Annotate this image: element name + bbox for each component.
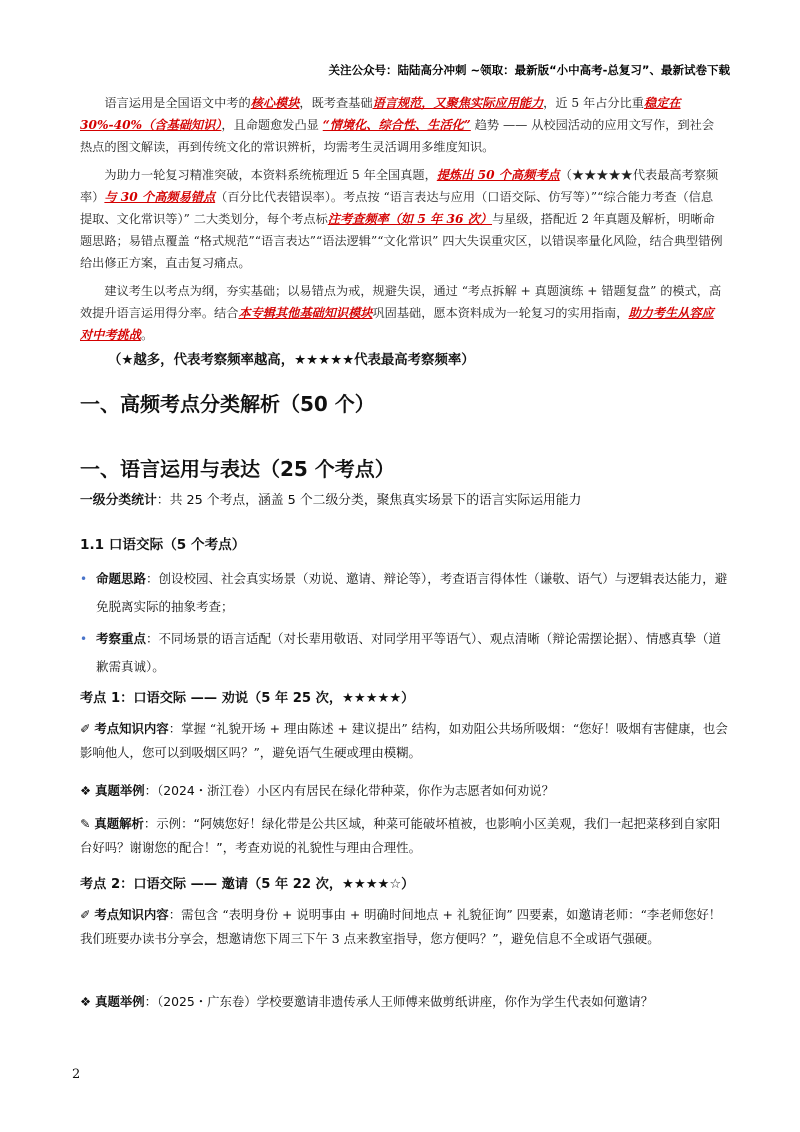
text: 趋势 —— 从校园活动的应用文写作，到社会热点的图文解读，再到传统文化的常识辨析，均需考生灵活调用多维度知识。 (80, 118, 715, 154)
text: （百分比代表错误率）。考点按 “语言表达与应用（口语交际、仿写等）”“综合能力考查（信息提取、文化常识等）” 二大类划分，每个考点标 (80, 190, 714, 226)
diamond-icon: ❖ (80, 783, 92, 798)
kp1-title: 考点 1：口语交际 —— 劝说（5 年 25 次，★★★★★） (80, 691, 415, 706)
sub-section-title: 一、语言运用与表达（25 个考点） (80, 457, 395, 481)
highlight: 稳定在 30%-40%（含基础知识） (80, 96, 681, 132)
list-item (80, 565, 730, 621)
bullet-list (80, 565, 730, 685)
intro-paragraph-2 (80, 164, 724, 274)
edit-icon: ✎ (80, 816, 91, 831)
text: （★★★★★代表最高考察频率） (80, 168, 719, 204)
text: 与星级，搭配近 2 年真题及解析，明晰命题思路；易错点覆盖 “格式规范”“语言表达”“语法逻辑”“文化常识” 四大失误重灾区，以错误率量化风险，结合典型错例给出修正方案，直击复习痛点。 (80, 212, 723, 270)
highlight: 语言规范，又聚焦实际应用能力 (372, 96, 544, 110)
kp2-example (80, 990, 730, 1014)
text: ，且命题愈发凸显 (221, 118, 323, 132)
section-title: 一、高频考点分类解析（50 个） (80, 392, 375, 416)
highlight: 核心模块 (250, 96, 300, 110)
pencil-icon: ✐ (80, 907, 91, 922)
item-text: ：不同场景的语言适配（对长辈用敬语、对同学用平等语气）、观点清晰（辩论需摆论据）、情感真挚（道歉需真诚）。 (96, 631, 722, 674)
bullet-icon: • (80, 632, 88, 646)
item-label: 考点知识内容 (94, 907, 169, 922)
item-label: 真题解析 (94, 816, 144, 831)
text: ，近 5 年占分比重 (543, 96, 644, 110)
intro-paragraph-1 (80, 92, 724, 158)
text: 语言运用是全国语文中考的 (104, 96, 251, 110)
diamond-icon: ❖ (80, 994, 92, 1009)
highlight: “情境化、综合性、生活化” (322, 118, 471, 132)
item-label: 真题举例 (95, 994, 145, 1009)
kp1-example (80, 779, 730, 803)
item-text: ：需包含 “表明身份 + 说明事由 + 明确时间地点 + 礼貌征询” 四要素，如邀请老师：“李老师您好！我们班要办读书分享会，想邀请您下周三下午 3 点来教室指导，您方便吗？”，避免信息不全或语气强硬。 (80, 907, 722, 946)
highlight: 提炼出 50 个高频考点 (436, 168, 560, 182)
item-text: ：创设校园、社会真实场景（劝说、邀请、辩论等），考查语言得体性（谦敬、语气）与逻辑表达能力，避免脱离实际的抽象考查； (96, 571, 728, 614)
kp2-knowledge (80, 903, 730, 951)
item-text: ：掌握 “礼貌开场 + 理由陈述 + 建议提出” 结构，如劝阻公共场所吸烟：“您好！吸烟有害健康，也会影响他人，您可以到吸烟区吗？”，避免语气生硬或理由模糊。 (80, 721, 728, 760)
star-note: （★越多，代表考察频率越高，★★★★★代表最高考察频率） (108, 353, 475, 368)
highlight: 注考查频率（如 5 年 36 次） (327, 212, 493, 226)
item-label: 真题举例 (95, 783, 145, 798)
page-header: 关注公众号：陆陆高分冲刺 ~领取：最新版“小中高考-总复习”、最新试卷下载 (328, 63, 730, 77)
text: ，既考查基础 (299, 96, 373, 110)
item-label: 考点知识内容 (94, 721, 169, 736)
intro-section (80, 92, 724, 352)
highlight: 本专辑其他基础知识模块 (238, 306, 373, 320)
subsection-heading: 1.1 口语交际（5 个考点） (80, 537, 246, 553)
highlight: 与 30 个高频易错点 (104, 190, 216, 204)
highlight: 助力考生从容应对中考挑战 (80, 306, 714, 342)
list-item (80, 625, 730, 681)
intro-paragraph-3 (80, 280, 724, 346)
stat-label: 一级分类统计 (80, 493, 157, 508)
bullet-icon: • (80, 572, 88, 586)
item-text: ：（2024・浙江卷）小区内有居民在绿化带种菜，你作为志愿者如何劝说？ (144, 783, 555, 798)
item-label: 考察重点 (96, 631, 147, 646)
kp1-knowledge (80, 717, 730, 765)
classification-stat (80, 489, 581, 508)
stat-text: ：共 25 个考点，涵盖 5 个二级分类，聚焦真实场景下的语言实际运用能力 (156, 493, 582, 508)
pencil-icon: ✐ (80, 721, 91, 736)
item-text: ：（2025・广东卷）学校要邀请非遗传承人王师傅来做剪纸讲座，你作为学生代表如何邀请？ (144, 994, 654, 1009)
kp1-analysis (80, 812, 730, 860)
text: 为助力一轮复习精准突破，本资料系统梳理近 5 年全国真题， (104, 168, 437, 182)
kp2-title: 考点 2：口语交际 —— 邀请（5 年 22 次，★★★★☆） (80, 877, 415, 892)
item-text: ：示例：“阿姨您好！绿化带是公共区域，种菜可能破坏植被，也影响小区美观，我们一起把菜移到自家阳台好吗？谢谢您的配合！”，考查劝说的礼貌性与理由合理性。 (80, 816, 721, 855)
item-label: 命题思路 (96, 571, 147, 586)
page-number: 2 (72, 1067, 81, 1082)
text: 巩固基础，愿本资料成为一轮复习的实用指南， (372, 306, 629, 320)
text: 。 (140, 328, 154, 342)
text: 建议考生以考点为纲，夯实基础；以易错点为戒，规避失误，通过 “考点拆解 + 真题演练 + 错题复盘” 的模式，高效提升语言运用得分率。结合 (80, 284, 722, 320)
